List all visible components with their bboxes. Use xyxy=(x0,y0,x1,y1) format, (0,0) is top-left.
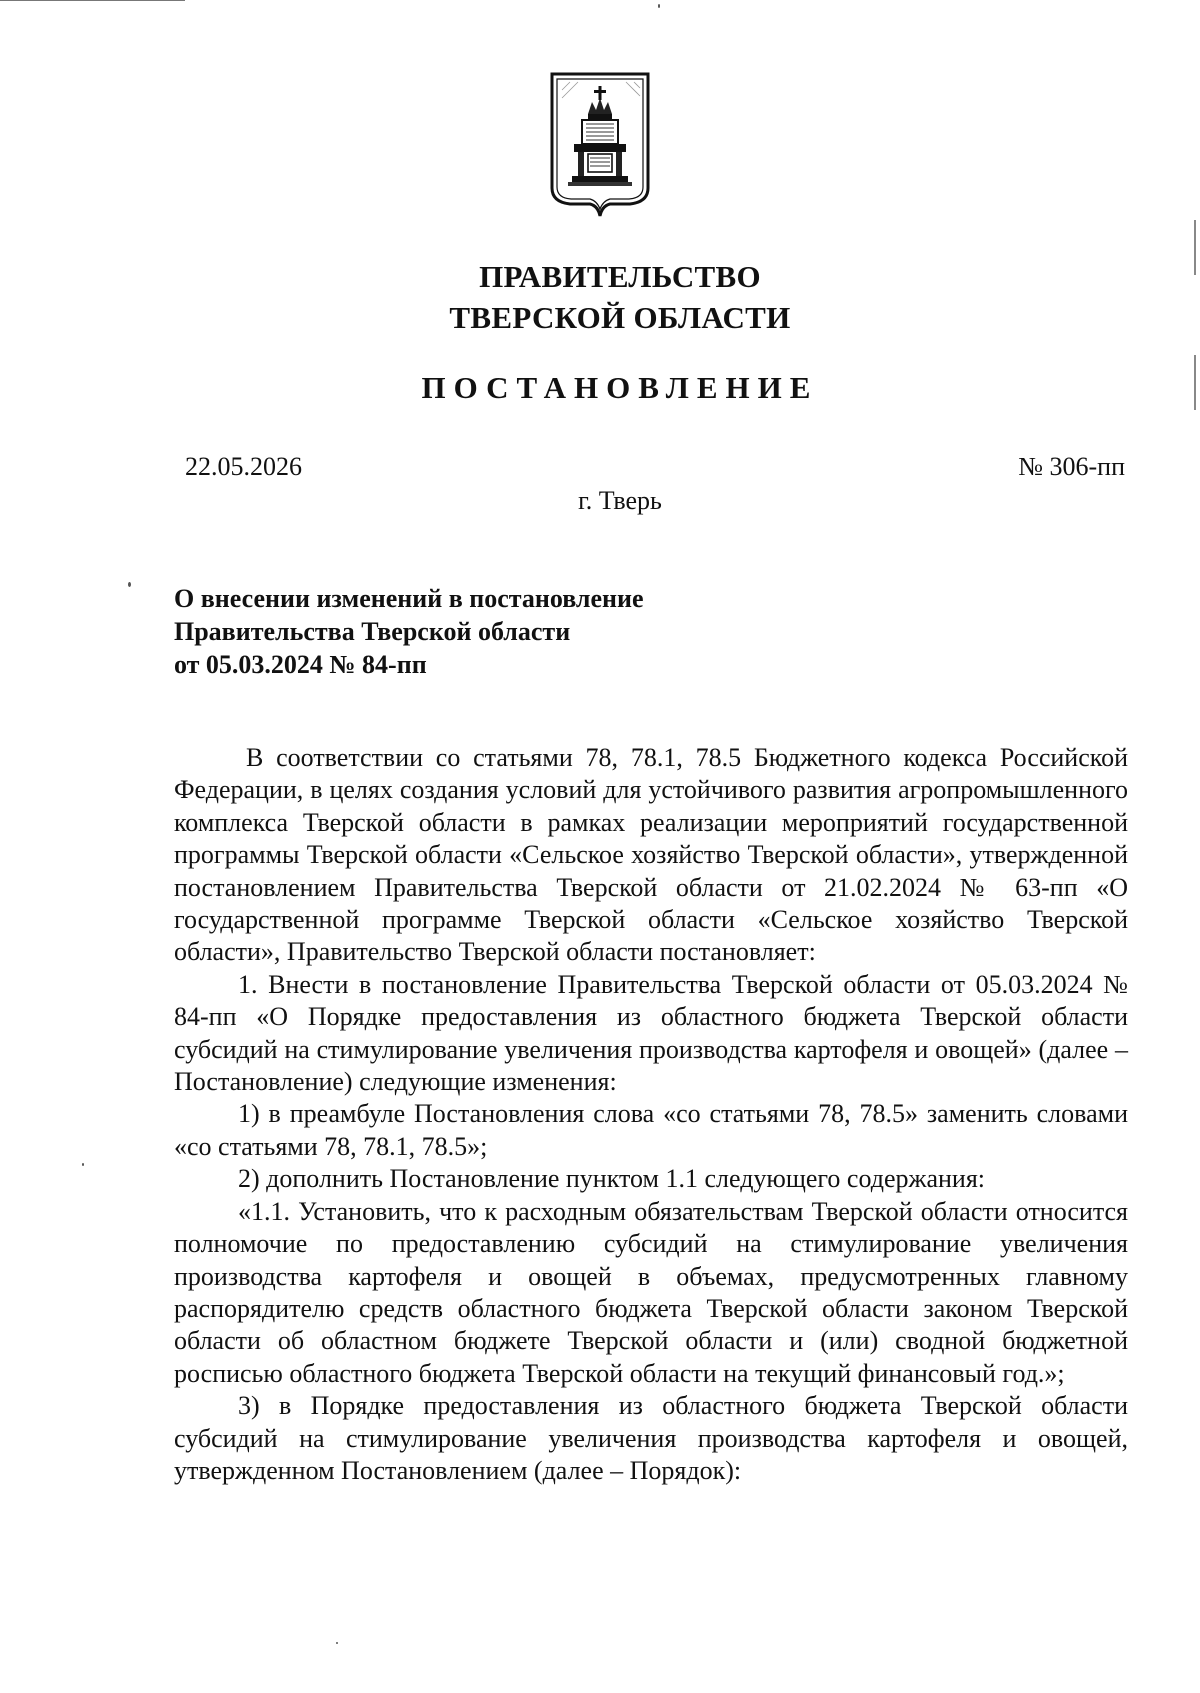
scan-speck xyxy=(658,4,660,8)
body-paragraph-preamble: В соответствии со статьями 78, 78.1, 78.5 Бюджетного кодекса Российской Федерации, в целях создания условий для устойчивого развития агропромышленного комплекса Тверской области в рамках реализации мероприятий государственной программы Тверской области «Сельское хозяйство Тверской области», утвержденной постановлением Правительства Тверской области от 21.02.2024 № 63-пп «О государственной программе Тверской области «Сельское хозяйство Тверской области», Правительство Тверской области постановляет: xyxy=(174,743,1128,967)
body-paragraph-1-3: 3) в Порядке предоставления из областного бюджета Тверской области субсидий на стимулирование увеличения производства картофеля и овощей, утвержденном Постановлением (далее – Порядок): xyxy=(174,1391,1128,1485)
document-type-heading: ПОСТАНОВЛЕНИЕ xyxy=(421,370,819,405)
scan-speck xyxy=(336,1642,338,1644)
title-line1: О внесении изменений в постановление xyxy=(174,584,644,613)
tver-region-coat-of-arms-icon xyxy=(548,70,652,220)
title-line2: Правительства Тверской области xyxy=(174,617,571,646)
gov-heading-line1: ПРАВИТЕЛЬСТВО xyxy=(479,259,761,294)
scan-artifact-line xyxy=(0,0,185,1)
gov-heading-line2: ТВЕРСКОЙ ОБЛАСТИ xyxy=(449,300,791,335)
scan-speck xyxy=(82,1163,84,1166)
body-paragraph-quoted-1-1: «1.1. Установить, что к расходным обязательствам Тверской области относится полномочие по предоставлению субсидий на стимулирование увеличения производства картофеля и овощей в объемах, предусмотренных главному распорядителю средств областного бюджета Тверской области законом Тверской области об областном бюджете Тверской области и (или) сводной бюджетной росписью областного бюджета Тверской области на текущий финансовый год.»; xyxy=(174,1196,1128,1388)
document-number: № 306-пп xyxy=(1018,452,1125,481)
document-body xyxy=(174,742,1128,1487)
title-line3: от 05.03.2024 № 84-пп xyxy=(174,650,427,679)
document-title xyxy=(174,582,644,681)
document-city: г. Тверь xyxy=(578,486,662,515)
body-paragraph-1: 1. Внести в постановление Правительства Тверской области от 05.03.2024 № 84-пп «О Порядке предоставления из областного бюджета Тверской области субсидий на стимулирование увеличения производства картофеля и овощей» (далее – Постановление) следующие изменения: xyxy=(174,969,1128,1097)
scan-speck xyxy=(128,582,131,587)
body-paragraph-1-1: 1) в преамбуле Постановления слова «со статьями 78, 78.5» заменить словами «со статьями 78, 78.1, 78.5»; xyxy=(174,1099,1128,1161)
document-date: 22.05.2026 xyxy=(185,452,302,481)
government-heading xyxy=(0,256,1200,338)
body-paragraph-1-2: 2) дополнить Постановление пунктом 1.1 следующего содержания: xyxy=(238,1164,986,1194)
